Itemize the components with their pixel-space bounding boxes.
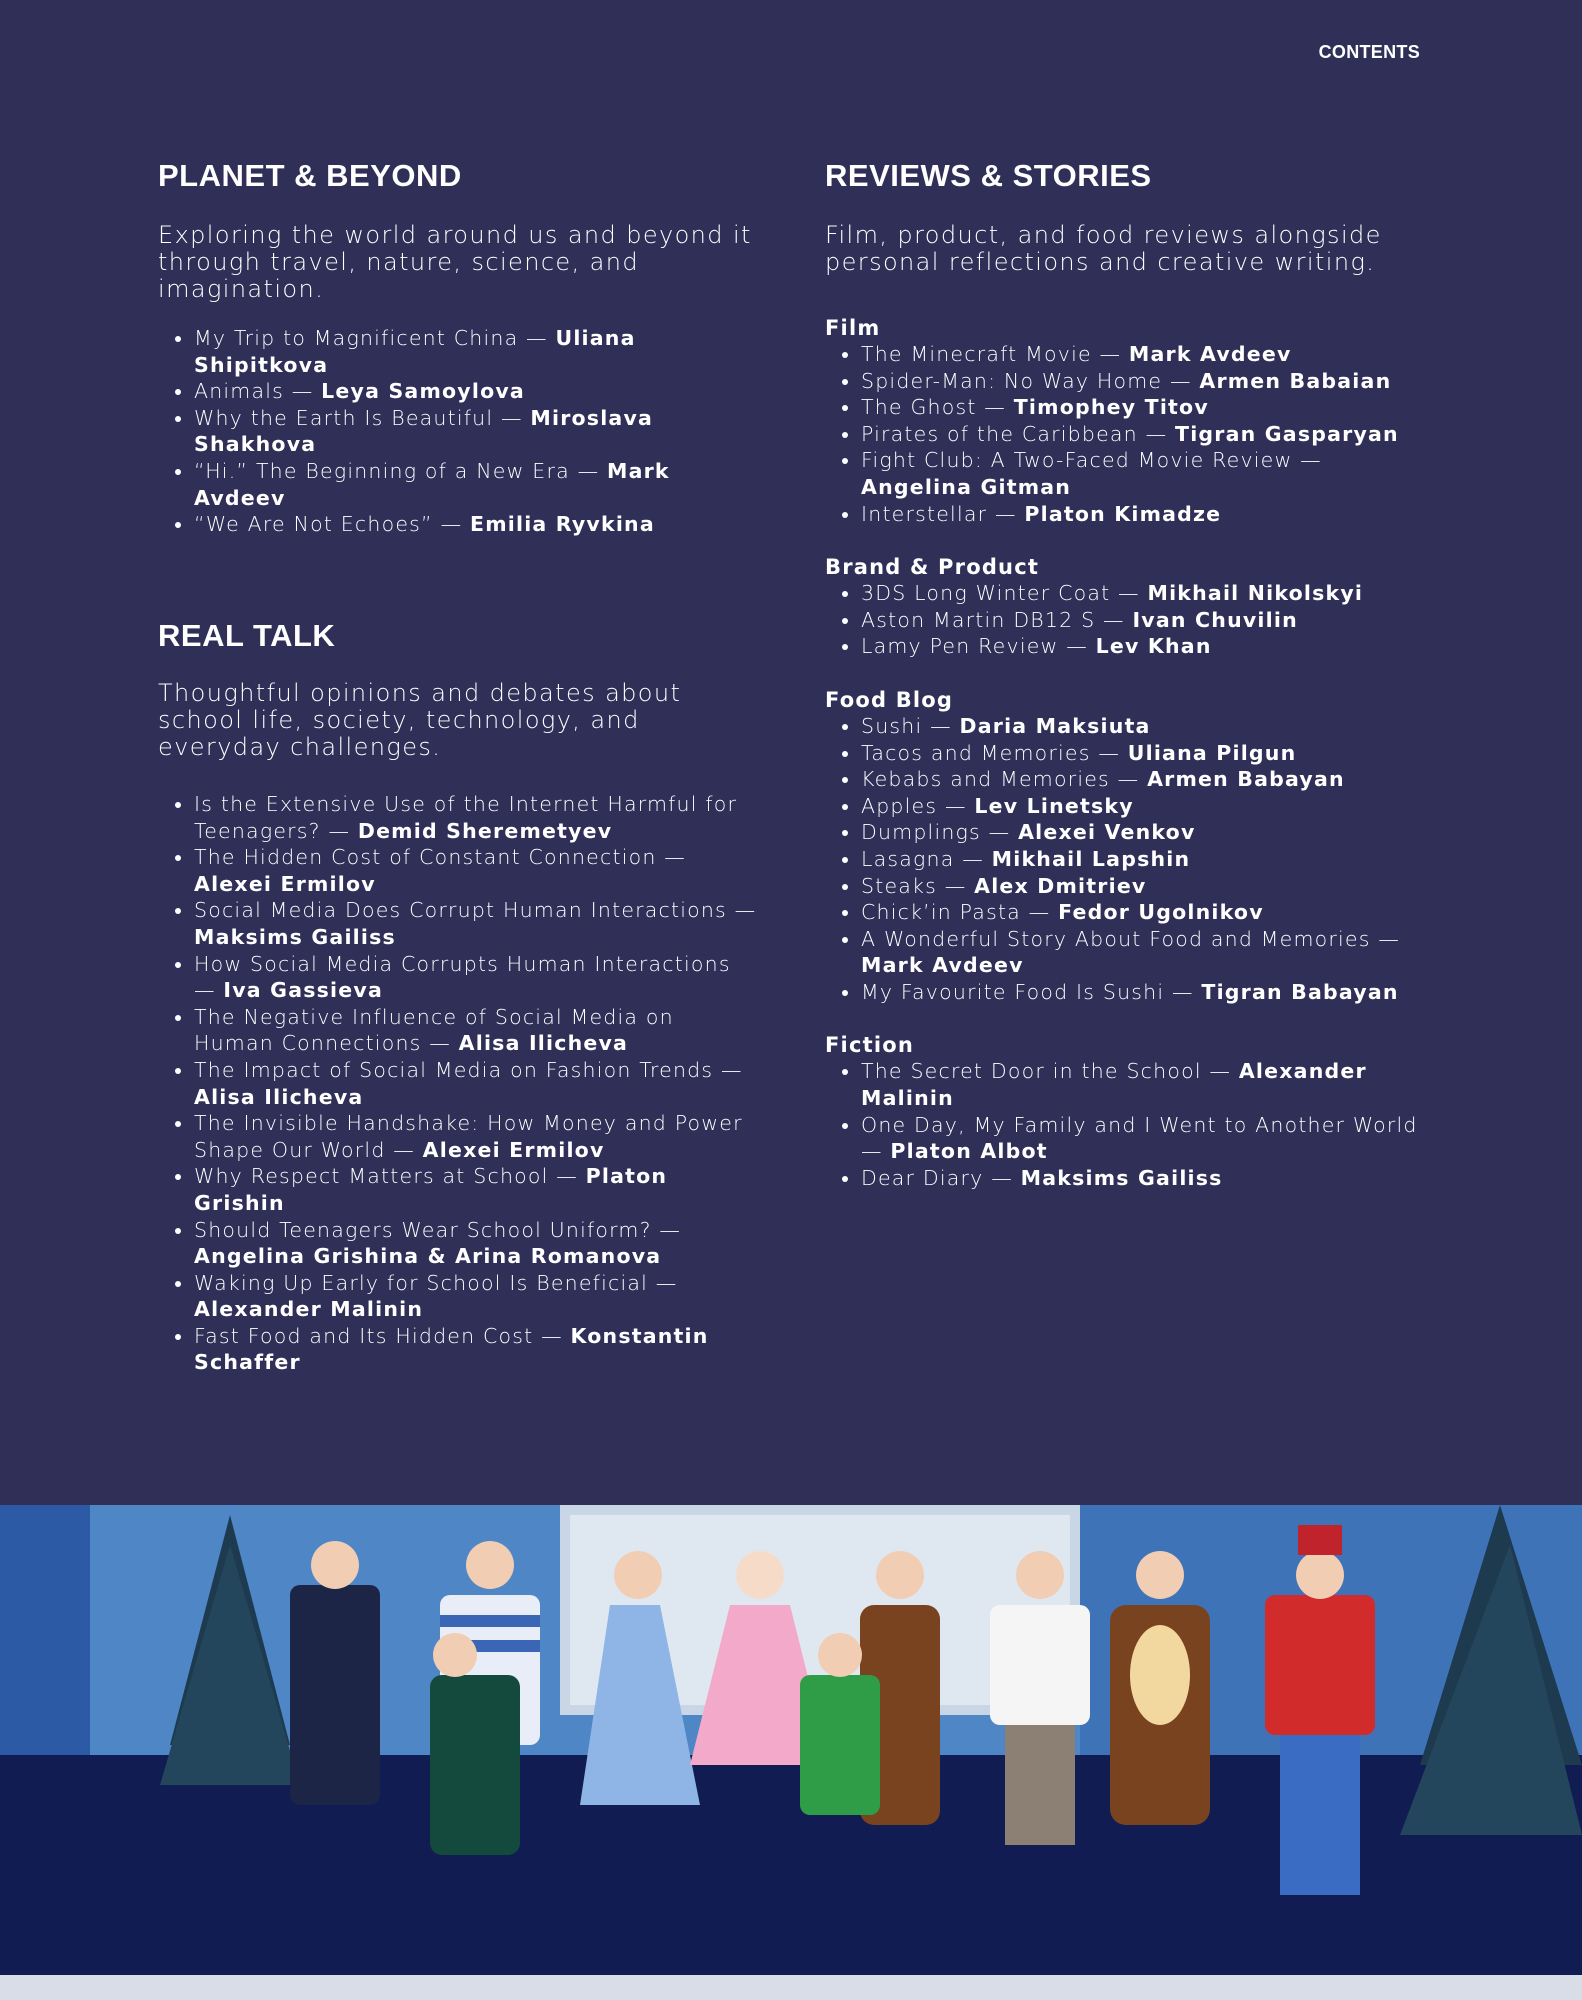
article-author: Ivan Chuvilin (1132, 607, 1298, 632)
subsection-brand-product (825, 554, 1425, 660)
article-title: Chick’in Pasta — (861, 900, 1059, 925)
section-description: Exploring the world around us and beyond it through travel, nature, science, and imagination. (158, 221, 752, 303)
article-title: Lasagna — (861, 846, 992, 871)
list-item[interactable] (194, 458, 758, 511)
list-item[interactable] (194, 1323, 758, 1376)
article-title: The Hidden Cost of Constant Connection — (194, 845, 686, 870)
article-author: Lev Khan (1095, 634, 1212, 659)
article-title: Fight Club: A Two-Faced Movie Review — (861, 448, 1322, 473)
section-description: Film, product, and food reviews alongside personal reflections and creative writing. (825, 221, 1382, 276)
list-item[interactable] (861, 899, 1425, 926)
list-item[interactable] (194, 1057, 758, 1110)
article-author: Timophey Titov (1013, 395, 1209, 420)
article-title: The Impact of Social Media on Fashion Trends — (194, 1057, 743, 1082)
article-title: Why Respect Matters at School — (194, 1164, 586, 1189)
article-title: “We Are Not Echoes” — (194, 512, 470, 537)
list-item[interactable] (861, 341, 1425, 368)
list-item[interactable] (861, 607, 1425, 634)
article-list (825, 713, 1425, 1006)
article-title: Kebabs and Memories — (861, 767, 1148, 792)
article-title: Aston Martin DB12 S — (861, 607, 1133, 632)
article-author: Mark Avdeev (861, 953, 1024, 978)
list-item[interactable] (861, 1112, 1425, 1165)
article-author: Alexei Ermilov (422, 1137, 605, 1162)
list-item[interactable] (194, 951, 758, 1004)
list-item[interactable] (194, 1163, 758, 1216)
section-planet-beyond (158, 158, 758, 538)
list-item[interactable] (861, 633, 1425, 660)
article-author: Mikhail Lapshin (991, 846, 1191, 871)
article-author: Konstantin Schaffer (194, 1323, 709, 1375)
article-author: Tigran Babayan (1201, 979, 1399, 1004)
stage-photo (0, 1505, 1582, 2000)
article-title: How Social Media Corrupts Human Interactions — (194, 951, 731, 1003)
article-list (158, 791, 758, 1376)
list-item[interactable] (861, 846, 1425, 873)
section-reviews-stories (825, 158, 1425, 1191)
article-author: Mikhail Nikolskyi (1147, 581, 1364, 606)
article-author: Uliana Pilgun (1127, 740, 1297, 765)
list-item[interactable] (861, 740, 1425, 767)
subsection-title: Food Blog (825, 687, 954, 712)
list-item[interactable] (194, 897, 758, 950)
list-item[interactable] (194, 378, 758, 405)
article-title: Pirates of the Caribbean — (861, 421, 1176, 446)
article-title: Waking Up Early for School Is Beneficial — (194, 1270, 678, 1295)
article-list (158, 325, 758, 538)
article-title: Fast Food and Its Hidden Cost — (194, 1323, 571, 1348)
article-title: Steaks — (861, 873, 975, 898)
list-item[interactable] (194, 844, 758, 897)
section-title: REVIEWS & STORIES (825, 158, 1152, 193)
stage-photo-illustration (0, 1505, 1582, 2000)
article-author: Miroslava Shakhova (194, 405, 654, 457)
article-title: My Favourite Food Is Sushi — (861, 979, 1202, 1004)
article-title: Tacos and Memories — (861, 740, 1128, 765)
list-item[interactable] (861, 1165, 1425, 1192)
article-author: Alexander Malinin (194, 1297, 424, 1322)
list-item[interactable] (861, 793, 1425, 820)
article-title: The Negative Influence of Social Media on Human Connections — (194, 1004, 674, 1056)
subsection-food-blog (825, 687, 1425, 1006)
list-item[interactable] (861, 926, 1425, 979)
article-author: Uliana Shipitkova (194, 326, 636, 377)
article-author: Armen Babaian (1199, 368, 1392, 393)
article-list (825, 1058, 1425, 1191)
article-title: Spider-Man: No Way Home — (861, 368, 1200, 393)
list-item[interactable] (861, 766, 1425, 793)
article-title: Interstellar — (861, 501, 1025, 526)
article-author: Fedor Ugolnikov (1058, 900, 1264, 925)
subsection-fiction (825, 1032, 1425, 1191)
article-title: The Minecraft Movie — (861, 342, 1129, 366)
article-title: Dear Diary — (861, 1165, 1021, 1190)
article-title: Sushi — (861, 713, 960, 738)
article-author: Platon Kimadze (1024, 501, 1222, 526)
list-item[interactable] (194, 791, 758, 844)
list-item[interactable] (861, 873, 1425, 900)
article-author: Iva Gassieva (223, 978, 383, 1003)
article-list (825, 580, 1425, 660)
list-item[interactable] (861, 421, 1425, 448)
article-title: Social Media Does Corrupt Human Interactions — (194, 898, 757, 923)
article-author: Alisa Ilicheva (458, 1031, 629, 1056)
article-author: Alexei Venkov (1018, 820, 1196, 845)
article-title: One Day, My Family and I Went to Another World — (861, 1112, 1418, 1164)
article-author: Alexei Ermilov (194, 871, 376, 896)
article-author: Alex Dmitriev (974, 873, 1147, 898)
section-real-talk (158, 618, 758, 1376)
list-item[interactable] (194, 405, 758, 458)
list-item[interactable] (861, 394, 1425, 421)
article-author: Armen Babayan (1147, 767, 1345, 792)
article-title: The Ghost — (861, 395, 1014, 420)
article-author: Leya Samoylova (321, 379, 525, 404)
list-item[interactable] (194, 325, 758, 378)
article-author: Tigran Gasparyan (1175, 421, 1399, 446)
list-item[interactable] (194, 511, 758, 538)
article-title: A Wonderful Story About Food and Memories — (861, 926, 1401, 951)
section-title: PLANET & BEYOND (158, 158, 462, 193)
list-item[interactable] (861, 713, 1425, 740)
section-description: Thoughtful opinions and debates about school life, society, technology, and everyday challenges. (158, 679, 682, 761)
article-title: 3DS Long Winter Coat — (861, 581, 1148, 606)
article-author: Platon Grishin (194, 1164, 668, 1215)
article-list (825, 341, 1425, 527)
article-title: Dumplings — (861, 820, 1019, 845)
article-title: My Trip to Magnificent China — (194, 326, 556, 350)
section-title: REAL TALK (158, 618, 336, 653)
list-item[interactable] (861, 819, 1425, 846)
article-author: Daria Maksiuta (959, 713, 1151, 738)
article-author: Mark Avdeev (1128, 342, 1292, 366)
list-item[interactable] (861, 580, 1425, 607)
article-author: Maksims Gailiss (194, 924, 396, 949)
list-item[interactable] (861, 368, 1425, 395)
list-item[interactable] (861, 1058, 1425, 1111)
article-title: The Secret Door in the School — (861, 1059, 1239, 1084)
article-author: Alexander Malinin (861, 1059, 1367, 1111)
article-author: Lev Linetsky (974, 793, 1134, 818)
article-title: Why the Earth Is Beautiful — (194, 405, 531, 430)
subsection-title: Brand & Product (825, 555, 1040, 580)
article-author: Mark Avdeev (194, 458, 670, 510)
article-author: Maksims Gailiss (1020, 1165, 1223, 1190)
page-header-label: CONTENTS (1318, 42, 1420, 62)
article-title: Animals — (194, 379, 322, 404)
list-item[interactable] (194, 1217, 758, 1270)
article-author: Angelina Grishina & Arina Romanova (194, 1244, 662, 1269)
list-item[interactable] (194, 1270, 758, 1323)
article-title: Should Teenagers Wear School Uniform? — (194, 1217, 682, 1242)
list-item[interactable] (194, 1004, 758, 1057)
article-author: Alisa Ilicheva (194, 1084, 364, 1109)
article-title: Is the Extensive Use of the Internet Harmful for Teenagers? — (194, 792, 738, 843)
list-item[interactable] (194, 1110, 758, 1163)
subsection-title: Fiction (825, 1033, 915, 1058)
article-author: Angelina Gitman (861, 474, 1072, 499)
article-author: Platon Albot (890, 1139, 1048, 1164)
list-item[interactable] (861, 447, 1425, 500)
article-title: Apples — (861, 793, 975, 818)
article-title: “Hi.” The Beginning of a New Era — (194, 458, 607, 483)
subsection-film (825, 315, 1425, 527)
article-title: The Invisible Handshake: How Money and Power Shape Our World — (194, 1111, 743, 1162)
article-author: Emilia Ryvkina (469, 512, 655, 537)
article-author: Demid Sheremetyev (357, 818, 613, 843)
list-item[interactable] (861, 979, 1425, 1006)
list-item[interactable] (861, 501, 1425, 528)
subsection-title: Film (825, 316, 881, 340)
article-title: Lamy Pen Review — (861, 634, 1096, 659)
